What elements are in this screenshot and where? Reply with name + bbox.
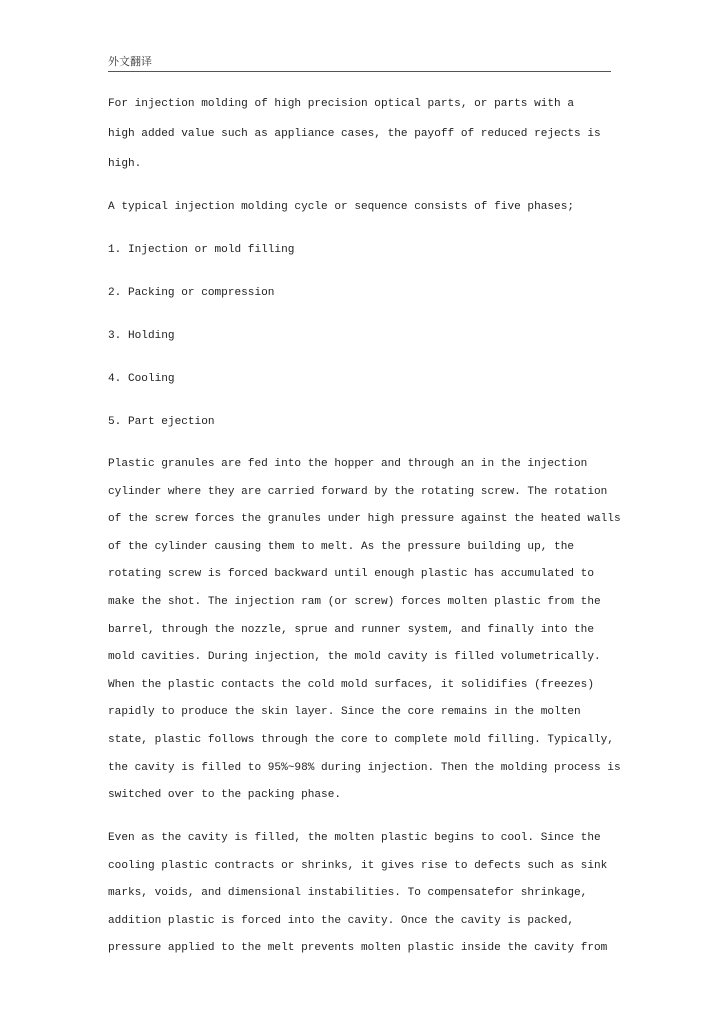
paragraph-line: A typical injection molding cycle or sequence consists of five phases; [108, 201, 575, 213]
paragraph-line: mold cavities. During injection, the mold cavity is filled volumetrically. [108, 651, 601, 664]
paragraph-line: high. [108, 158, 142, 170]
paragraph-line: barrel, through the nozzle, sprue and runner system, and finally into the [108, 623, 594, 636]
phase-list-item: 1. Injection or mold filling [108, 244, 295, 256]
phase-list-item: 5. Part ejection [108, 416, 215, 428]
paragraph-line: Plastic granules are fed into the hopper and through an in the injection [108, 458, 588, 470]
paragraph-line: the cavity is filled to 95%~98% during injection. Then the molding process is [108, 761, 621, 774]
paragraph-line: state, plastic follows through the core to complete mold filling. Typically, [108, 734, 614, 746]
paragraph-line: high added value such as appliance cases, the payoff of reduced rejects is [108, 128, 601, 140]
paragraph-line: For injection molding of high precision optical parts, or parts with a [108, 98, 575, 110]
paragraph-line: pressure applied to the melt prevents molten plastic inside the cavity from [108, 942, 608, 955]
paragraph-line: cooling plastic contracts or shrinks, it gives rise to defects such as sink [108, 859, 608, 872]
paragraph-line: switched over to the packing phase. [108, 789, 342, 802]
paragraph-line: When the plastic contacts the cold mold surfaces, it solidifies (freezes) [108, 678, 594, 691]
paragraph-line: rapidly to produce the skin layer. Since the core remains in the molten [108, 706, 581, 719]
paragraph-line: rotating screw is forced backward until enough plastic has accumulated to [108, 568, 594, 581]
paragraph-line: cylinder where they are carried forward by the rotating screw. The rotation [108, 485, 608, 498]
phase-list-item: 4. Cooling [108, 373, 175, 385]
phase-list-item: 2. Packing or compression [108, 287, 275, 299]
page-header: 外文翻译 [108, 55, 152, 68]
paragraph-line: marks, voids, and dimensional instabilities. To compensatefor shrinkage, [108, 887, 588, 900]
paragraph-line: of the screw forces the granules under high pressure against the heated walls [108, 513, 621, 526]
header-rule [108, 71, 611, 72]
phase-list-item: 3. Holding [108, 330, 175, 342]
paragraph-line: of the cylinder causing them to melt. As the pressure building up, the [108, 540, 575, 553]
paragraph-line: Even as the cavity is filled, the molten plastic begins to cool. Since the [108, 832, 601, 844]
paragraph-line: addition plastic is forced into the cavity. Once the cavity is packed, [108, 914, 575, 927]
paragraph-line: make the shot. The injection ram (or screw) forces molten plastic from the [108, 596, 601, 608]
